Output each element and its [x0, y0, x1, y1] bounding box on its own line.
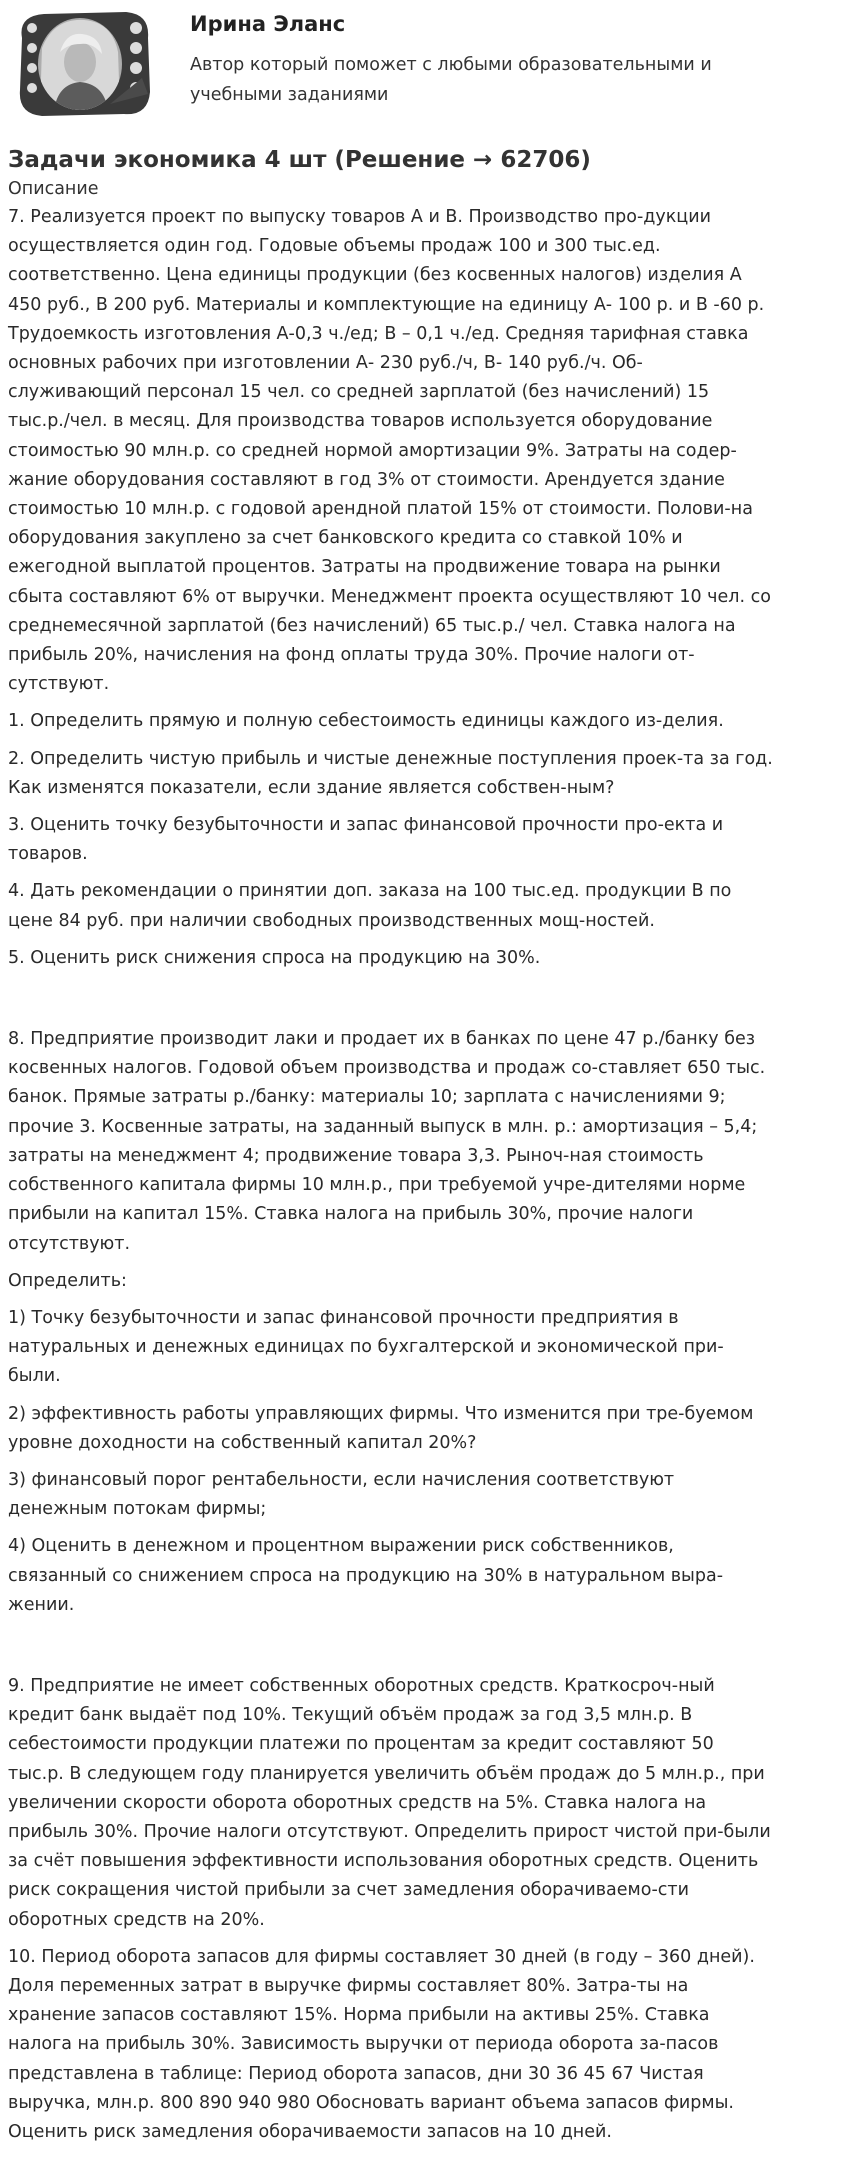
paragraph-line: сбыта составляют 6% от выручки. Менеджмент проекта осуществляют 10 чел. со [8, 586, 771, 607]
paragraph-line: натуральных и денежных единицах по бухгалтерской и экономической при- [8, 1337, 724, 1358]
description-paragraph [8, 1672, 839, 1935]
paragraph-line: 3) финансовый порог рентабельности, если начисления соответствуют [8, 1469, 675, 1490]
paragraph-line: 2. Определить чистую прибыль и чистые денежные поступления проек-та за год. [8, 748, 773, 769]
avatar[interactable] [14, 8, 156, 120]
description-paragraph [8, 1267, 839, 1296]
paragraph-line: 1. Определить прямую и полную себестоимость единицы каждого из-делия. [8, 711, 724, 732]
paragraph-line: 1) Точку безубыточности и запас финансовой прочности предприятия в [8, 1307, 679, 1328]
paragraph-line: денежным потокам фирмы; [8, 1499, 267, 1520]
paragraph-line: за счёт повышения эффективности использования оборотных средств. Оценить [8, 1851, 759, 1872]
description-paragraph [8, 745, 839, 803]
description-paragraph [8, 1025, 839, 1259]
paragraph-line: 8. Предприятие производит лаки и продает их в банках по цене 47 р./банку без [8, 1029, 756, 1050]
paragraph-line: жание оборудования составляют в год 3% от стоимости. Арендуется здание [8, 469, 725, 490]
author-name[interactable]: Ирина Эланс [190, 12, 346, 36]
paragraph-line: уровне доходности на собственный капитал 20%? [8, 1432, 477, 1453]
paragraph-line: 10. Период оборота запасов для фирмы составляет 30 дней (в году – 360 дней). [8, 1946, 755, 1967]
author-description-line: Автор который поможет с любыми образовательными и [190, 55, 712, 75]
paragraph-line: косвенных налогов. Годовой объем производства и продаж со-ставляет 650 тыс. [8, 1058, 766, 1079]
paragraph-line: тыс.р. В следующем году планируется увеличить объём продаж до 5 млн.р., при [8, 1763, 765, 1784]
paragraph-line: хранение запасов составляют 15%. Норма прибыли на активы 25%. Ставка [8, 2005, 710, 2026]
paragraph-line: ежегодной выплатой процентов. Затраты на продвижение товара на рынки [8, 557, 721, 578]
paragraph-line: осуществляется один год. Годовые объемы продаж 100 и 300 тыс.ед. [8, 236, 661, 257]
paragraph-line: 4. Дать рекомендации о принятии доп. заказа на 100 тыс.ед. продукции В по [8, 881, 732, 902]
paragraph-line: среднемесячной зарплатой (без начислений) 65 тыс.р./ чел. Ставка налога на [8, 615, 736, 636]
paragraph-line: Как изменятся показатели, если здание является собствен-ным? [8, 777, 615, 798]
paragraph-line: были. [8, 1366, 61, 1387]
author-description-line: учебными заданиями [190, 85, 389, 105]
paragraph-line: прочие 3. Косвенные затраты, на заданный выпуск в млн. р.: амортизация – 5,4; [8, 1116, 758, 1137]
paragraph-line: прибыли на капитал 15%. Ставка налога на прибыль 30%, прочие налоги [8, 1204, 694, 1225]
paragraph-line: 2) эффективность работы управляющих фирмы. Что изменится при тре-буемом [8, 1403, 754, 1424]
person-photo-icon [14, 8, 156, 120]
paragraph-line: представлена в таблице: Период оборота запасов, дни 30 36 45 67 Чистая [8, 2063, 704, 2084]
paragraph-line: Трудоемкость изготовления А-0,3 ч./ед; В – 0,1 ч./ед. Средняя тарифная ставка [8, 323, 749, 344]
paragraph-line: затраты на менеджмент 4; продвижение товара 3,3. Рыноч-ная стоимость [8, 1145, 704, 1166]
description-paragraph [8, 811, 839, 869]
description-paragraph [8, 1532, 839, 1620]
paragraph-line: себестоимости продукции платежи по процентам за кредит составляют 50 [8, 1734, 714, 1755]
paragraph-line: кредит банк выдаёт под 10%. Текущий объём продаж за год 3,5 млн.р. В [8, 1705, 693, 1726]
description-paragraph [8, 707, 839, 736]
document-title: Задачи экономика 4 шт (Решение → 62706) [8, 147, 591, 173]
paragraph-line: прибыль 30%. Прочие налоги отсутствуют. Определить прирост чистой при-были [8, 1821, 771, 1842]
paragraph-line: 7. Реализуется проект по выпуску товаров А и В. Производство про-дукции [8, 207, 711, 227]
paragraph-line: прибыль 20%, начисления на фонд оплаты труда 30%. Прочие налоги от- [8, 645, 695, 666]
description-paragraph [8, 1466, 839, 1524]
paragraph-line: 4) Оценить в денежном и процентном выражении риск собственников, [8, 1536, 674, 1557]
paragraph-line: жении. [8, 1594, 75, 1615]
paragraph-line: 9. Предприятие не имеет собственных оборотных средств. Краткосроч-ный [8, 1675, 715, 1696]
paragraph-line: связанный со снижением спроса на продукцию на 30% в натуральном выра- [8, 1565, 724, 1586]
paragraph-line: оборудования закуплено за счет банковского кредита со ставкой 10% и [8, 528, 683, 549]
description-paragraph [8, 1400, 839, 1458]
description-body [8, 203, 839, 2147]
paragraph-line: отсутствуют. [8, 1233, 131, 1254]
paragraph-line: 450 руб., В 200 руб. Материалы и комплектующие на единицу А- 100 р. и В -60 р. [8, 294, 765, 315]
description-label: Описание [8, 179, 99, 199]
paragraph-line: цене 84 руб. при наличии свободных производственных мощ-ностей. [8, 910, 655, 931]
paragraph-line: собственного капитала фирмы 10 млн.р., при требуемой учре-дителями норме [8, 1175, 746, 1196]
paragraph-line: стоимостью 10 млн.р. с годовой арендной платой 15% от стоимости. Полови-на [8, 499, 753, 520]
paragraph-line: оборотных средств на 20%. [8, 1909, 265, 1930]
paragraph-line: Доля переменных затрат в выручке фирмы составляет 80%. Затра-ты на [8, 1975, 689, 1996]
description-paragraph [8, 203, 839, 699]
paragraph-line: риск сокращения чистой прибыли за счет замедления оборачиваемо-сти [8, 1880, 689, 1901]
paragraph-line: банок. Прямые затраты р./банку: материалы 10; зарплата с начислениями 9; [8, 1087, 726, 1108]
description-paragraph [8, 1943, 839, 2147]
author-card [8, 0, 839, 128]
paragraph-line: 5. Оценить риск снижения спроса на продукцию на 30%. [8, 947, 541, 968]
paragraph-line: Определить: [8, 1270, 127, 1291]
paragraph-line: соответственно. Цена единицы продукции (без косвенных налогов) изделия А [8, 265, 742, 286]
paragraph-line: выручка, млн.р. 800 890 940 980 Обосновать вариант объема запасов фирмы. [8, 2092, 734, 2113]
paragraph-line: служивающий персонал 15 чел. со средней зарплатой (без начислений) 15 [8, 382, 710, 403]
paragraph-line: Оценить риск замедления оборачиваемости запасов на 10 дней. [8, 2121, 612, 2142]
description-paragraph [8, 877, 839, 935]
paragraph-line: основных рабочих при изготовлении А- 230 руб./ч, В- 140 руб./ч. Об- [8, 353, 643, 374]
author-description [190, 50, 790, 110]
paragraph-line: стоимостью 90 млн.р. со средней нормой амортизации 9%. Затраты на содер- [8, 440, 737, 461]
paragraph-line: увеличении скорости оборота оборотных средств на 5%. Ставка налога на [8, 1792, 707, 1813]
description-paragraph [8, 1304, 839, 1392]
paragraph-line: налога на прибыль 30%. Зависимость выручки от периода оборота за-пасов [8, 2034, 719, 2055]
paragraph-line: 3. Оценить точку безубыточности и запас финансовой прочности про-екта и [8, 815, 724, 836]
paragraph-line: тыс.р./чел. в месяц. Для производства товаров используется оборудование [8, 411, 713, 432]
paragraph-line: товаров. [8, 844, 88, 865]
paragraph-line: сутствуют. [8, 674, 110, 695]
description-paragraph [8, 944, 839, 973]
